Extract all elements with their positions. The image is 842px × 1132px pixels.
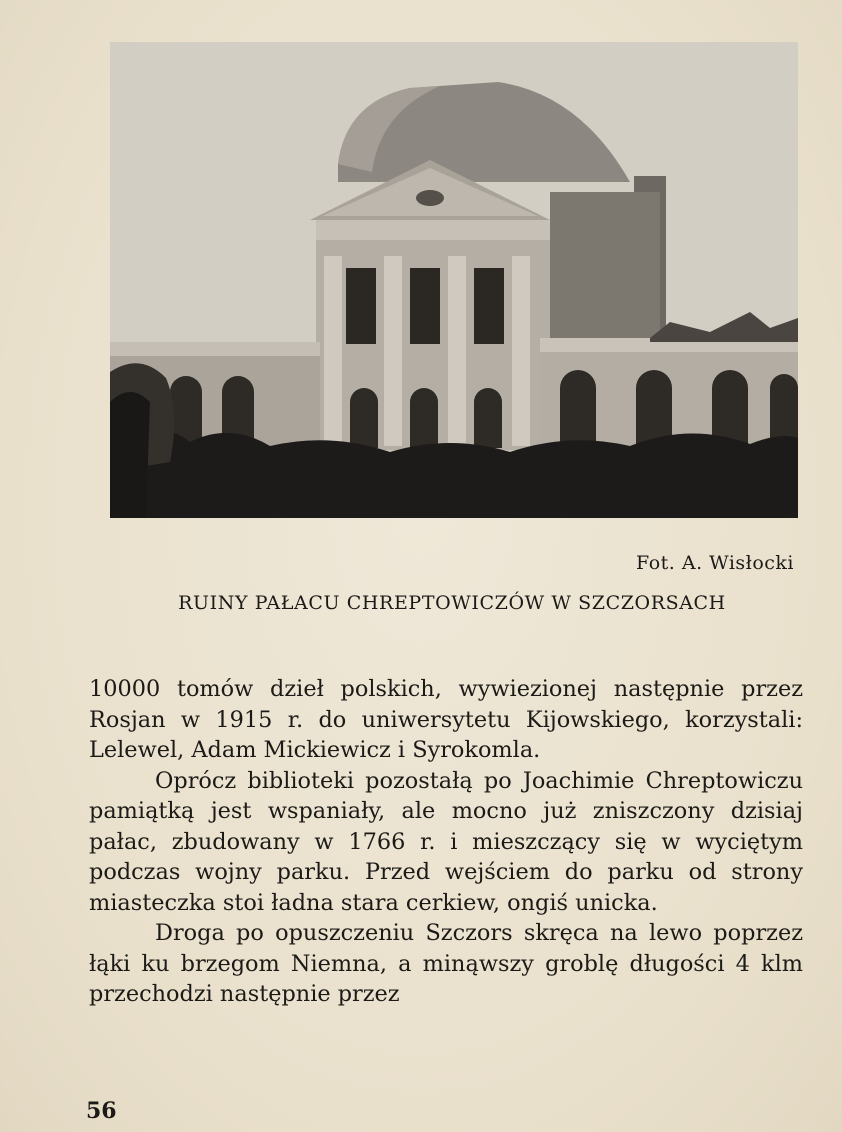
- paragraph: 10000 tomów dzieł polskich, wywiezionej następnie przez Rosjan w 1915 r. do uniwersytetu Kijowskiego, korzystali: Lelewel, Adam Mickiewicz i Syrokomla.: [89, 676, 803, 763]
- body-text: [89, 674, 803, 1010]
- paragraph: Oprócz biblioteki pozostałą po Joachimie Chreptowiczu pamiątką jest wspaniały, ale mocno już zniszczony dzisiaj pałac, zbudowany w 1766 r. i mieszczący się w wyciętym podczas wojny parku. Przed wejściem do parku od strony miasteczka stoi ładna stara cerkiew, ongiś unicka.: [89, 767, 803, 916]
- paragraph: Droga po opuszczeniu Szczors skręca na lewo poprzez łąki ku brzegom Niemna, a minąwszy groblę długości 4 klm przechodzi następnie przez: [89, 920, 803, 1007]
- palace-ruins-photograph: [110, 42, 798, 518]
- page-number: 56: [86, 1098, 117, 1124]
- photo-caption: RUINY PAŁACU CHREPTOWICZÓW W SZCZORSACH: [178, 592, 726, 614]
- photo-credit: Fot. A. Wisłocki: [636, 552, 794, 574]
